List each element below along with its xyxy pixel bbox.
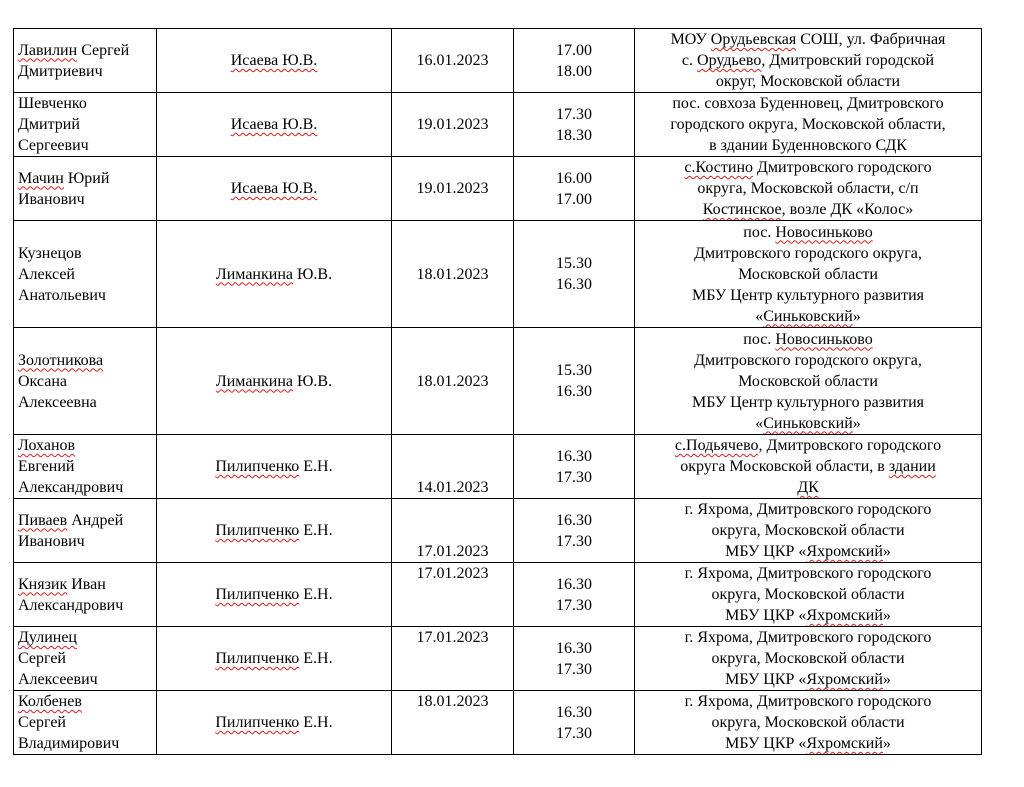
cell-place — [635, 93, 982, 157]
cell-full-name — [14, 221, 157, 328]
text-segment: Сергей — [77, 41, 130, 59]
spellcheck-word: Пилипченко — [215, 714, 300, 731]
text-segment: в здании Буденновского СДК — [709, 137, 907, 154]
text-segment: МБУ Центр культурного развития — [691, 286, 925, 304]
cell-time — [514, 435, 635, 499]
cell-date — [392, 691, 514, 755]
text-segment: Юрий — [63, 169, 110, 187]
text-segment: Е.Н. — [299, 458, 333, 475]
text-segment: Ю.В. — [292, 265, 333, 283]
text-segment: Иванович — [18, 190, 85, 208]
cell-responsible — [157, 29, 392, 93]
spellcheck-word: Мачин — [18, 169, 64, 187]
date-text: 18.01.2023 — [416, 372, 489, 390]
text-line — [18, 435, 152, 456]
spellcheck-word: Лоханов — [18, 437, 76, 454]
cell-responsible — [157, 328, 392, 435]
text-segment: Московской области — [738, 372, 878, 390]
cell-responsible — [157, 435, 392, 499]
text-segment: СОШ, ул. Фабричная — [796, 31, 946, 48]
time-text: 16.30 — [556, 447, 592, 465]
spellcheck-word: Орудьевская — [710, 31, 797, 48]
text-line — [161, 712, 387, 733]
text-line — [18, 93, 152, 114]
text-line — [639, 669, 977, 690]
table-row — [14, 29, 982, 93]
cell-time — [514, 563, 635, 627]
text-segment: Дмитровского городского округа, — [694, 244, 922, 262]
time-text: 17.30 — [556, 468, 592, 486]
cell-place — [635, 157, 982, 221]
text-segment: пос. совхоза Буденновец, Дмитровского — [672, 95, 944, 112]
text-line — [639, 264, 977, 285]
spellcheck-word: с.Костино — [684, 159, 754, 176]
text-line — [639, 563, 977, 584]
text-segment: Евгений — [18, 458, 75, 475]
text-line — [639, 605, 977, 626]
cell-full-name — [14, 93, 157, 157]
time-text: 17.30 — [556, 105, 592, 123]
text-segment: г. Яхрома, Дмитровского городского — [684, 565, 932, 582]
text-line — [18, 61, 152, 82]
text-line — [639, 627, 977, 648]
text-line — [18, 243, 152, 264]
text-segment: Александрович — [18, 479, 124, 496]
text-line — [161, 264, 387, 285]
spellcheck-word: Исаева Ю.В. — [230, 52, 318, 69]
date-text: 17.01.2023 — [416, 565, 489, 582]
text-line — [18, 371, 152, 392]
cell-time — [514, 29, 635, 93]
text-segment: » — [882, 543, 891, 560]
date-text: 19.01.2023 — [416, 180, 489, 197]
cell-date — [392, 157, 514, 221]
text-line — [18, 691, 152, 712]
text-segment: МБУ ЦКР « — [725, 607, 807, 624]
cell-full-name — [14, 563, 157, 627]
table-row — [14, 563, 982, 627]
cell-full-name — [14, 499, 157, 563]
text-line — [639, 648, 977, 669]
cell-full-name — [14, 29, 157, 93]
time-text: 18.30 — [556, 126, 592, 144]
spellcheck-word: Князик — [18, 575, 68, 593]
text-segment: Андрей — [67, 511, 124, 529]
time-text: 16.30 — [556, 703, 592, 721]
time-text: 16.30 — [556, 511, 592, 529]
text-segment: » — [882, 735, 891, 752]
text-line — [639, 584, 977, 605]
spellcheck-word: Золотникова — [18, 351, 104, 369]
text-segment: г. Яхрома, Дмитровского городского — [684, 693, 932, 710]
time-text: 17.30 — [556, 532, 592, 550]
text-segment: Сергей — [18, 650, 66, 667]
cell-place — [635, 691, 982, 755]
text-segment: , Дмитровский городской — [761, 52, 935, 69]
cell-date — [392, 499, 514, 563]
text-line — [639, 157, 977, 178]
text-line — [18, 114, 152, 135]
text-segment: » — [882, 671, 891, 688]
spellcheck-word: Дулинец — [18, 629, 77, 646]
text-segment: Е.Н. — [299, 522, 333, 539]
text-segment: г. Яхрома, Дмитровского городского — [684, 629, 932, 646]
text-line — [639, 435, 977, 456]
text-segment: округ, Московской области — [715, 73, 901, 90]
text-line — [18, 669, 152, 690]
text-line — [161, 50, 387, 71]
text-segment: Оксана — [18, 372, 67, 390]
cell-full-name — [14, 328, 157, 435]
text-line — [639, 329, 977, 350]
text-line — [639, 29, 977, 50]
text-line — [18, 40, 152, 61]
text-segment: » — [852, 414, 861, 432]
spellcheck-word: Новосиньково — [775, 330, 873, 348]
text-segment: округа, Московской области — [711, 586, 905, 603]
text-line — [639, 243, 977, 264]
text-segment: « — [755, 414, 764, 432]
spellcheck-word: Пилипченко — [215, 522, 300, 539]
cell-responsible — [157, 499, 392, 563]
cell-full-name — [14, 435, 157, 499]
time-text: 16.00 — [556, 169, 592, 187]
cell-responsible — [157, 563, 392, 627]
cell-time — [514, 627, 635, 691]
table-row — [14, 435, 982, 499]
cell-date — [392, 93, 514, 157]
cell-full-name — [14, 691, 157, 755]
text-segment: Е.Н. — [299, 714, 333, 731]
spellcheck-word: Исаева Ю.В. — [230, 180, 318, 197]
text-segment: Е.Н. — [299, 650, 333, 667]
text-segment: округа, Московской области — [711, 522, 905, 539]
text-segment: « — [755, 307, 764, 325]
spellcheck-word: здании — [888, 458, 936, 475]
cell-responsible — [157, 627, 392, 691]
text-segment: МБУ ЦКР « — [725, 543, 807, 560]
date-text: 18.01.2023 — [416, 265, 489, 283]
spellcheck-word: Лиманкина — [215, 372, 293, 390]
text-line — [161, 371, 387, 392]
text-segment: Анатольевич — [18, 286, 106, 304]
table-row — [14, 157, 982, 221]
cell-date — [392, 563, 514, 627]
table-row — [14, 93, 982, 157]
cell-place — [635, 29, 982, 93]
text-segment: , возле ДК «Колос» — [781, 201, 914, 218]
cell-time — [514, 691, 635, 755]
text-line — [639, 306, 977, 327]
cell-date — [392, 29, 514, 93]
text-segment: г. Яхрома, Дмитровского городского — [684, 501, 932, 518]
spellcheck-word: Лавилин — [18, 41, 78, 59]
cell-date — [392, 435, 514, 499]
text-segment: Сергей — [18, 714, 66, 731]
text-segment: пос. — [743, 330, 776, 348]
spellcheck-word: Пилипченко — [215, 458, 300, 475]
text-segment: Е.Н. — [299, 586, 333, 603]
text-segment: Иван — [67, 575, 106, 593]
spellcheck-word: Яхромский — [806, 543, 883, 560]
date-text: 17.01.2023 — [416, 629, 489, 646]
text-line — [161, 584, 387, 605]
text-line — [639, 371, 977, 392]
text-line — [639, 285, 977, 306]
text-segment: МОУ — [670, 31, 711, 48]
text-line — [18, 477, 152, 498]
text-segment: Дмитрий — [18, 116, 80, 133]
cell-responsible — [157, 221, 392, 328]
cell-responsible — [157, 157, 392, 221]
text-segment: Ю.В. — [292, 372, 333, 390]
text-line — [639, 350, 977, 371]
text-line — [639, 114, 977, 135]
text-segment: Шевченко — [18, 95, 87, 112]
text-segment: , Дмитровского городского — [758, 437, 942, 454]
cell-place — [635, 563, 982, 627]
text-line — [18, 392, 152, 413]
cell-responsible — [157, 93, 392, 157]
text-segment: округа, Московской области, с/п — [697, 180, 919, 197]
cell-date — [392, 627, 514, 691]
time-text: 16.30 — [556, 639, 592, 657]
cell-place — [635, 499, 982, 563]
table-row — [14, 328, 982, 435]
text-line — [639, 50, 977, 71]
text-line — [18, 189, 152, 210]
text-line — [18, 285, 152, 306]
text-segment: МБУ Центр культурного развития — [691, 393, 925, 411]
cell-full-name — [14, 157, 157, 221]
text-line — [639, 712, 977, 733]
text-segment: Алексей — [18, 265, 75, 283]
text-segment: округа Московской области, в — [680, 458, 889, 475]
date-text: 16.01.2023 — [416, 52, 489, 69]
spellcheck-word: Пиваев — [18, 511, 68, 529]
date-text: 17.01.2023 — [416, 543, 489, 560]
cell-place — [635, 328, 982, 435]
text-segment: Кузнецов — [18, 244, 82, 262]
text-segment: Московской области — [738, 265, 878, 283]
table-row — [14, 221, 982, 328]
text-segment: пос. — [743, 223, 776, 241]
time-text: 17.30 — [556, 660, 592, 678]
spellcheck-word: Лиманкина — [215, 265, 293, 283]
text-line — [161, 178, 387, 199]
text-line — [18, 350, 152, 371]
text-line — [18, 168, 152, 189]
text-segment: » — [882, 607, 891, 624]
text-line — [639, 456, 977, 477]
spellcheck-word: Исаева Ю.В. — [230, 116, 318, 133]
text-line — [639, 199, 977, 220]
text-segment: Владимирович — [18, 735, 120, 752]
text-line — [18, 510, 152, 531]
text-line — [639, 392, 977, 413]
cell-time — [514, 221, 635, 328]
text-line — [639, 691, 977, 712]
spellcheck-word: Синьковский — [763, 307, 853, 325]
spellcheck-word: Колбенев — [18, 693, 82, 710]
text-line — [639, 413, 977, 434]
text-line — [161, 114, 387, 135]
text-segment: Алексеевна — [18, 393, 97, 411]
text-line — [639, 71, 977, 92]
table-row — [14, 499, 982, 563]
text-segment: Дмитровского городского округа, — [694, 351, 922, 369]
text-line — [18, 595, 152, 616]
cell-time — [514, 499, 635, 563]
text-segment: Дмитровского городского — [753, 159, 932, 176]
cell-date — [392, 221, 514, 328]
cell-place — [635, 221, 982, 328]
text-line — [639, 541, 977, 562]
time-text: 16.30 — [556, 383, 592, 400]
text-segment: МБУ ЦКР « — [725, 671, 807, 688]
text-line — [639, 222, 977, 243]
spellcheck-word: с.Подьячево — [674, 437, 759, 454]
cell-time — [514, 328, 635, 435]
text-line — [639, 520, 977, 541]
spellcheck-word: Орудьево — [697, 52, 762, 69]
time-text: 17.30 — [556, 596, 592, 614]
cell-date — [392, 328, 514, 435]
spellcheck-word: Синьковский — [763, 414, 853, 432]
spellcheck-word: Пилипченко — [215, 586, 300, 603]
text-segment: городского округа, Московской области, — [670, 116, 946, 133]
text-line — [18, 531, 152, 552]
text-line — [161, 648, 387, 669]
cell-time — [514, 157, 635, 221]
time-text: 16.30 — [556, 575, 592, 593]
text-line — [18, 627, 152, 648]
text-line — [161, 520, 387, 541]
text-line — [639, 135, 977, 156]
text-segment: Иванович — [18, 532, 85, 550]
cell-full-name — [14, 627, 157, 691]
spellcheck-word: Новосиньково — [775, 223, 873, 241]
text-line — [639, 499, 977, 520]
text-line — [18, 648, 152, 669]
text-segment: Александрович — [18, 596, 124, 614]
spellcheck-word: Яхромский — [806, 735, 883, 752]
text-segment: Дмитриевич — [18, 62, 103, 80]
spellcheck-word: Пилипченко — [215, 650, 300, 667]
time-text: 17.30 — [556, 724, 592, 742]
spellcheck-word: ДК — [797, 479, 819, 496]
time-text: 15.30 — [556, 362, 592, 379]
table-row — [14, 691, 982, 755]
table-row — [14, 627, 982, 691]
text-segment: » — [852, 307, 861, 325]
spellcheck-word: Костинское — [702, 201, 782, 218]
text-line — [18, 733, 152, 754]
text-line — [161, 456, 387, 477]
time-text: 16.30 — [556, 276, 592, 293]
text-segment: округа, Московской области — [711, 714, 905, 731]
text-segment: МБУ ЦКР « — [725, 735, 807, 752]
cell-place — [635, 627, 982, 691]
text-line — [18, 264, 152, 285]
schedule-table-body — [14, 29, 982, 755]
cell-place — [635, 435, 982, 499]
date-text: 19.01.2023 — [416, 116, 489, 133]
spellcheck-word: Яхромский — [806, 671, 883, 688]
text-line — [639, 93, 977, 114]
text-line — [639, 178, 977, 199]
text-line — [639, 733, 977, 754]
text-segment: Сергеевич — [18, 137, 89, 154]
text-line — [18, 574, 152, 595]
text-line — [18, 456, 152, 477]
cell-responsible — [157, 691, 392, 755]
text-line — [639, 477, 977, 498]
time-text: 15.30 — [556, 255, 592, 272]
cell-time — [514, 93, 635, 157]
time-text: 18.00 — [556, 62, 592, 80]
text-segment: с. — [681, 52, 698, 69]
text-segment: Алексеевич — [18, 671, 98, 688]
date-text: 18.01.2023 — [416, 693, 489, 710]
time-text: 17.00 — [556, 190, 592, 208]
text-line — [18, 712, 152, 733]
time-text: 17.00 — [556, 41, 592, 59]
text-line — [18, 135, 152, 156]
schedule-table — [13, 28, 982, 755]
spellcheck-word: Яхромский — [806, 607, 883, 624]
date-text: 14.01.2023 — [416, 479, 489, 496]
text-segment: округа, Московской области — [711, 650, 905, 667]
